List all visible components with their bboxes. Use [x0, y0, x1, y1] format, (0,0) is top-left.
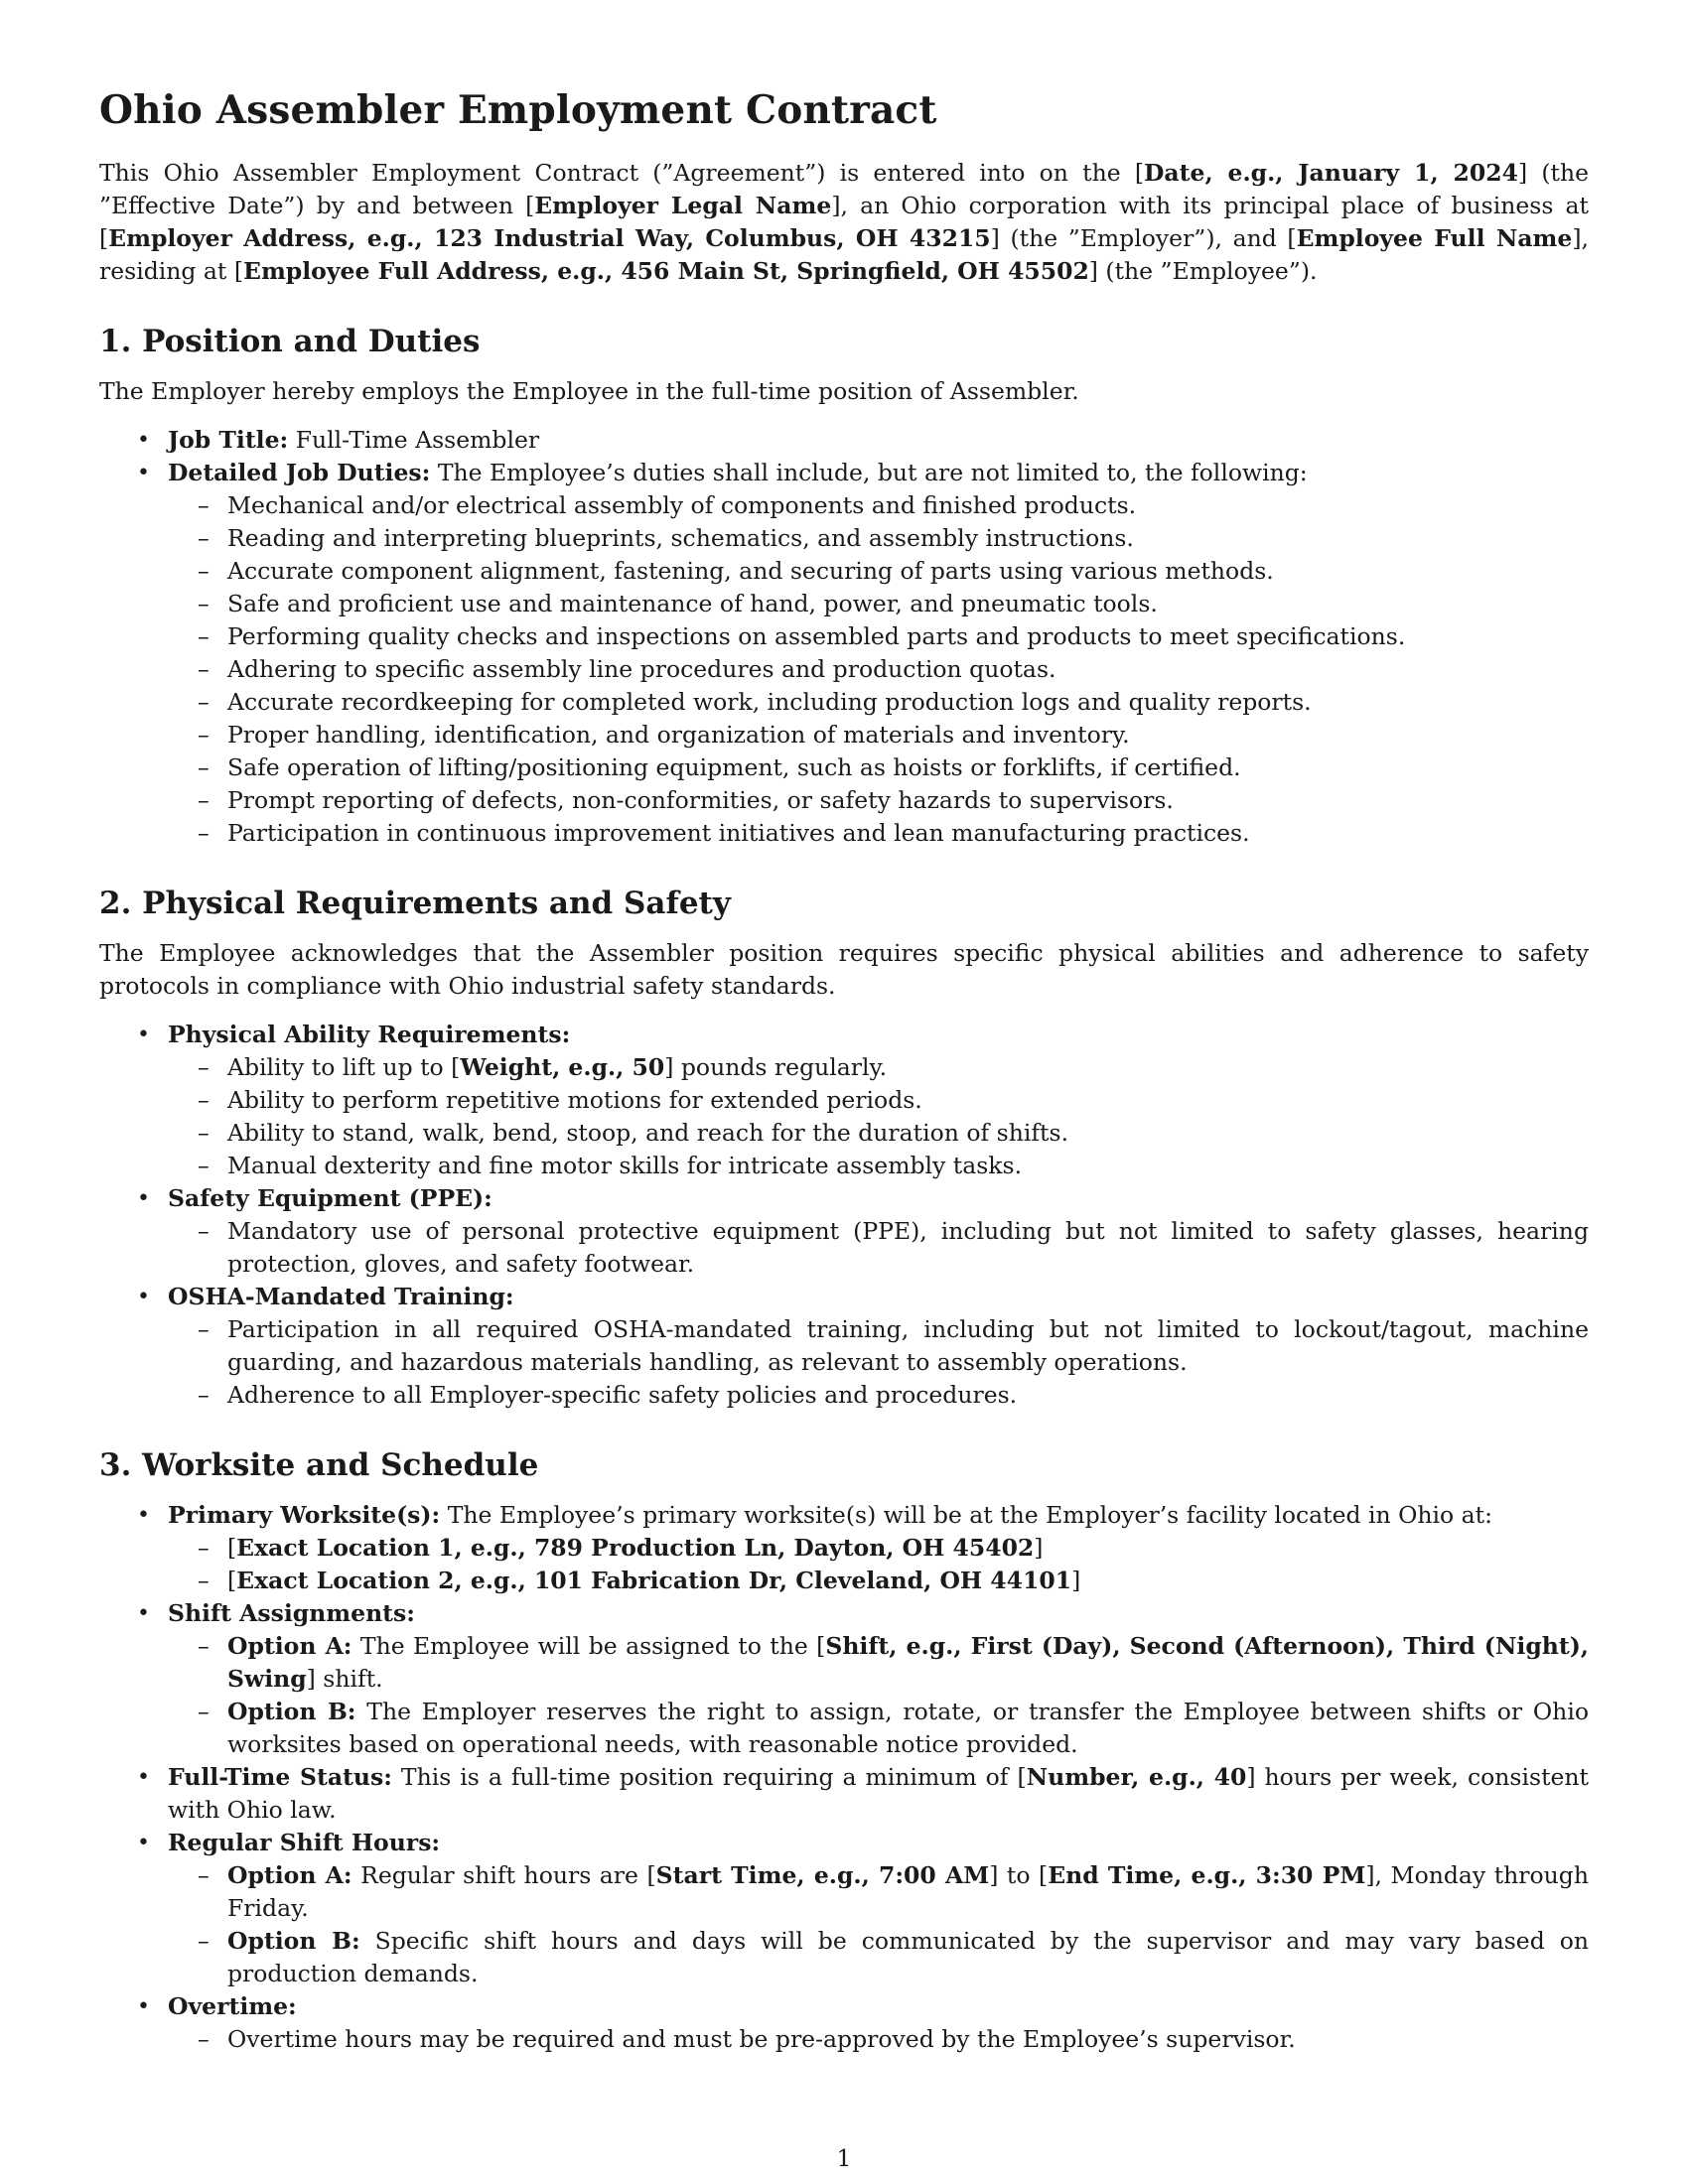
- osha-sublist: [168, 1313, 1589, 1412]
- intro-paragraph: [99, 157, 1589, 288]
- duty-item: – Reading and interpreting blueprints, schematics, and assembly instructions.: [168, 522, 1589, 555]
- duty-item: – Adhering to specific assembly line procedures and production quotas.: [168, 653, 1589, 686]
- contract-page: [99, 87, 1589, 2056]
- item-label: Shift Assignments:: [168, 1599, 415, 1627]
- list-item-fulltime: [99, 1761, 1589, 1827]
- duty-item: – Accurate recordkeeping for completed work, including production logs and quality reports.: [168, 686, 1589, 719]
- end-time-placeholder: End Time, e.g., 3:30 PM: [1048, 1861, 1366, 1889]
- item-label: Detailed Job Duties:: [168, 459, 431, 486]
- physical-item: – Ability to perform repetitive motions for extended periods.: [168, 1084, 1589, 1117]
- item-text: ] pounds regularly.: [664, 1053, 888, 1081]
- intro-text: ] (the ”Employee”).: [1088, 257, 1318, 285]
- date-placeholder: Date, e.g., January 1, 2024: [1144, 159, 1518, 187]
- employee-name-placeholder: Employee Full Name: [1296, 224, 1573, 252]
- duty-item: – Performing quality checks and inspections on assembled parts and products to meet specifications.: [168, 620, 1589, 653]
- duties-sublist: [168, 489, 1589, 850]
- employer-name-placeholder: Employer Legal Name: [534, 192, 832, 219]
- list-item-osha: [99, 1281, 1589, 1412]
- osha-item: – Participation in all required OSHA-mandated training, including but not limited to lockout/tagout, machine guarding, and hazardous materials handling, as relevant to assembly operations.: [168, 1313, 1589, 1379]
- physical-item: – Manual dexterity and fine motor skills for intricate assembly tasks.: [168, 1150, 1589, 1182]
- duty-item: – Safe and proficient use and maintenance of hand, power, and pneumatic tools.: [168, 588, 1589, 620]
- physical-sublist: [168, 1051, 1589, 1182]
- section-heading-worksite: 3. Worksite and Schedule: [99, 1447, 539, 1483]
- list-item-shift: [99, 1597, 1589, 1761]
- worksite-list: [99, 1499, 1589, 2056]
- hours-placeholder: Number, e.g., 40: [1026, 1763, 1247, 1791]
- intro-text: ], residing at [: [99, 224, 1589, 285]
- item-text: The Employee’s duties shall include, but are not limited to, the following:: [430, 459, 1308, 486]
- item-label: Full-Time Status:: [168, 1763, 392, 1791]
- item-text: ], Monday through Friday.: [227, 1861, 1589, 1922]
- overtime-sublist: [168, 2023, 1589, 2056]
- section-paragraph: The Employee acknowledges that the Assembler position requires specific physical abilities and adherence to safety protocols in compliance with Ohio industrial safety standards.: [99, 939, 1589, 1000]
- item-text: Ability to lift up to [: [227, 1053, 461, 1081]
- item-text: Full-Time Assembler: [288, 426, 540, 454]
- physical-item: – Ability to stand, walk, bend, stoop, and reach for the duration of shifts.: [168, 1117, 1589, 1150]
- item-text: Regular shift hours are [: [352, 1861, 656, 1889]
- overtime-item: – Overtime hours may be required and must be pre-approved by the Employee’s supervisor.: [168, 2023, 1589, 2056]
- shift-sublist: [168, 1630, 1589, 1761]
- locations-sublist: [168, 1532, 1589, 1597]
- intro-text: ] (the ”Effective Date”) by and between [: [99, 159, 1590, 219]
- option-label: Option B:: [227, 1927, 360, 1955]
- start-time-placeholder: Start Time, e.g., 7:00 AM: [655, 1861, 990, 1889]
- employee-address-placeholder: Employee Full Address, e.g., 456 Main St, Springfield, OH 45502: [243, 257, 1089, 285]
- osha-item: – Adherence to all Employer-specific safety policies and procedures.: [168, 1379, 1589, 1412]
- duty-item: – Proper handling, identification, and organization of materials and inventory.: [168, 719, 1589, 751]
- ppe-item: – Mandatory use of personal protective equipment (PPE), including but not limited to safety glasses, hearing protection, gloves, and safety footwear.: [168, 1215, 1589, 1281]
- list-item-overtime: [99, 1990, 1589, 2056]
- hours-option-a: [168, 1859, 1589, 1925]
- shift-placeholder: Shift, e.g., First (Day), Second (Afternoon), Third (Night), Swing: [227, 1632, 1589, 1693]
- document-title: Ohio Assembler Employment Contract: [99, 87, 937, 133]
- item-label: Overtime:: [168, 1992, 297, 2020]
- physical-list: [99, 1019, 1589, 1412]
- location-item: – [Exact Location 1, e.g., 789 Production Ln, Dayton, OH 45402]: [168, 1532, 1589, 1565]
- item-text: ] shift.: [306, 1665, 383, 1693]
- list-item-ppe: [99, 1182, 1589, 1281]
- location-item: – [Exact Location 2, e.g., 101 Fabrication Dr, Cleveland, OH 44101]: [168, 1565, 1589, 1597]
- item-label: Job Title:: [168, 426, 289, 454]
- hours-sublist: [168, 1859, 1589, 1990]
- duty-item: – Prompt reporting of defects, non-conformities, or safety hazards to supervisors.: [168, 784, 1589, 817]
- item-label: Primary Worksite(s):: [168, 1501, 441, 1529]
- section-heading-position: 1. Position and Duties: [99, 324, 481, 359]
- item-text: The Employee will be assigned to the [: [352, 1632, 826, 1660]
- list-item-job-title: [99, 424, 1589, 457]
- weight-placeholder: Weight, e.g., 50: [460, 1053, 665, 1081]
- list-item-physical: [99, 1019, 1589, 1182]
- intro-text: This Ohio Assembler Employment Contract (”Agreement”) is entered into on the [: [99, 159, 1145, 187]
- option-label: Option A:: [227, 1861, 352, 1889]
- list-item-job-duties: [99, 457, 1589, 850]
- shift-option-a: [168, 1630, 1589, 1696]
- shift-option-b: [168, 1696, 1589, 1761]
- physical-item: [168, 1051, 1589, 1084]
- ppe-sublist: [168, 1215, 1589, 1281]
- option-label: Option A:: [227, 1632, 352, 1660]
- item-label: Physical Ability Requirements:: [168, 1021, 571, 1048]
- item-label: Regular Shift Hours:: [168, 1829, 441, 1856]
- list-item-hours: [99, 1827, 1589, 1990]
- intro-text: ], an Ohio corporation with its principal place of business at [: [99, 192, 1589, 252]
- item-text: ] to [: [989, 1861, 1049, 1889]
- section-heading-physical: 2. Physical Requirements and Safety: [99, 886, 731, 921]
- duty-item: – Safe operation of lifting/positioning equipment, such as hoists or forklifts, if certified.: [168, 751, 1589, 784]
- item-text: The Employer reserves the right to assign, rotate, or transfer the Employee between shifts or Ohio worksites based on operational needs, with reasonable notice provided.: [227, 1698, 1589, 1758]
- location-2-placeholder: Exact Location 2, e.g., 101 Fabrication Dr, Cleveland, OH 44101: [236, 1567, 1072, 1594]
- item-label: OSHA-Mandated Training:: [168, 1283, 514, 1310]
- item-text: The Employee’s primary worksite(s) will be at the Employer’s facility located in Ohio at:: [440, 1501, 1493, 1529]
- item-text: Specific shift hours and days will be communicated by the supervisor and may vary based on production demands.: [227, 1927, 1589, 1987]
- item-text: This is a full-time position requiring a minimum of [: [391, 1763, 1027, 1791]
- list-item-worksite: [99, 1499, 1589, 1597]
- intro-text: ] (the ”Employer”), and [: [990, 224, 1297, 252]
- item-label: Safety Equipment (PPE):: [168, 1184, 492, 1212]
- location-1-placeholder: Exact Location 1, e.g., 789 Production Ln, Dayton, OH 45402: [236, 1534, 1035, 1562]
- option-label: Option B:: [227, 1698, 356, 1725]
- duty-item: – Mechanical and/or electrical assembly of components and finished products.: [168, 489, 1589, 522]
- duty-item: – Accurate component alignment, fastening, and securing of parts using various methods.: [168, 555, 1589, 588]
- duty-item: – Participation in continuous improvement initiatives and lean manufacturing practices.: [168, 817, 1589, 850]
- position-list: [99, 424, 1589, 850]
- item-text: ] hours per week, consistent with Ohio law.: [168, 1763, 1589, 1824]
- employer-address-placeholder: Employer Address, e.g., 123 Industrial Way, Columbus, OH 43215: [108, 224, 991, 252]
- section-paragraph: The Employer hereby employs the Employee in the full-time position of Assembler.: [99, 377, 1079, 405]
- hours-option-b: [168, 1925, 1589, 1990]
- page-number: 1: [836, 2144, 852, 2172]
